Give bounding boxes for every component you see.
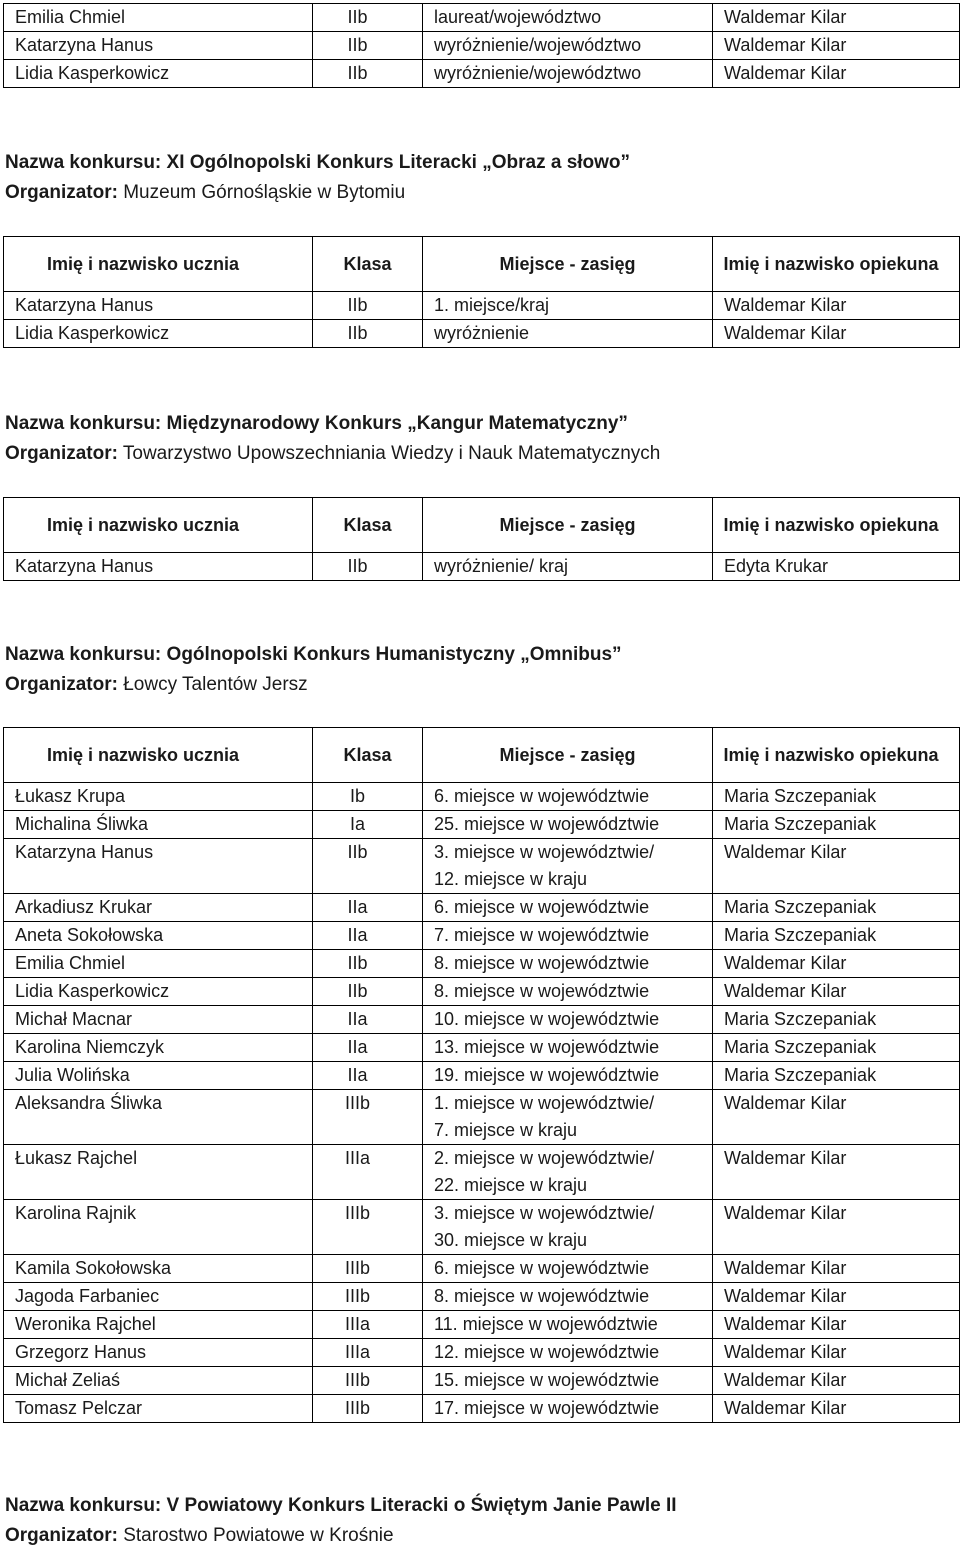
tutor-name: Waldemar Kilar (713, 978, 960, 1006)
contest-organizer: Organizator: Łowcy Talentów Jersz (5, 674, 308, 695)
student-name: Katarzyna Hanus (4, 839, 313, 894)
header-tutor: Imię i nazwisko opiekuna (713, 237, 960, 292)
table-row (4, 1034, 960, 1062)
student-class: IIa (313, 922, 423, 950)
tutor-name: Maria Szczepaniak (713, 811, 960, 839)
contest-info-2 (5, 409, 660, 469)
table-row (4, 32, 960, 60)
results-table-continued (3, 3, 960, 88)
tutor-name: Waldemar Kilar (713, 292, 960, 320)
header-student: Imię i nazwisko ucznia (4, 728, 313, 783)
tutor-name: Waldemar Kilar (713, 1090, 960, 1145)
place-scope: 19. miejsce w województwie (423, 1062, 713, 1090)
place-line: 3. miejsce w województwie/ (434, 842, 655, 862)
tutor-name: Waldemar Kilar (713, 1367, 960, 1395)
table-row (4, 1145, 960, 1200)
table-header (4, 728, 960, 783)
header-place: Miejsce - zasięg (423, 728, 713, 783)
header-class: Klasa (313, 498, 423, 553)
place-line: 7. miejsce w kraju (434, 1120, 578, 1140)
table-row (4, 811, 960, 839)
place-scope: 6. miejsce w województwie (423, 1255, 713, 1283)
student-class: IIb (313, 950, 423, 978)
table-row (4, 783, 960, 811)
tutor-name: Waldemar Kilar (713, 1255, 960, 1283)
student-class: Ia (313, 811, 423, 839)
tutor-name: Maria Szczepaniak (713, 894, 960, 922)
place-scope: wyróżnienie/województwo (423, 32, 713, 60)
place-scope: 13. miejsce w województwie (423, 1034, 713, 1062)
student-name: Weronika Rajchel (4, 1311, 313, 1339)
tutor-name: Waldemar Kilar (713, 950, 960, 978)
student-name: Karolina Rajnik (4, 1200, 313, 1255)
student-name: Aleksandra Śliwka (4, 1090, 313, 1145)
results-table-2 (3, 497, 960, 581)
tutor-name: Waldemar Kilar (713, 320, 960, 348)
student-name: Katarzyna Hanus (4, 32, 313, 60)
table-row (4, 1367, 960, 1395)
contest-name: Nazwa konkursu: V Powiatowy Konkurs Literacki o Świętym Janie Pawle II (5, 1495, 677, 1516)
place-scope (423, 1200, 713, 1255)
place-scope: 6. miejsce w województwie (423, 783, 713, 811)
place-scope: wyróżnienie (423, 320, 713, 348)
table-row (4, 1283, 960, 1311)
tutor-name: Waldemar Kilar (713, 1200, 960, 1255)
student-name: Lidia Kasperkowicz (4, 320, 313, 348)
table-row (4, 1090, 960, 1145)
table-row (4, 4, 960, 32)
place-scope: 10. miejsce w województwie (423, 1006, 713, 1034)
place-scope: 15. miejsce w województwie (423, 1367, 713, 1395)
table-row (4, 292, 960, 320)
contest-name: Nazwa konkursu: Międzynarodowy Konkurs „Kangur Matematyczny” (5, 413, 628, 434)
student-name: Arkadiusz Krukar (4, 894, 313, 922)
tutor-name: Waldemar Kilar (713, 1395, 960, 1423)
place-scope: 8. miejsce w województwie (423, 978, 713, 1006)
place-scope: 1. miejsce/kraj (423, 292, 713, 320)
student-name: Aneta Sokołowska (4, 922, 313, 950)
place-line: 22. miejsce w kraju (434, 1175, 588, 1195)
student-name: Michał Zeliaś (4, 1367, 313, 1395)
student-class: IIa (313, 1034, 423, 1062)
table-body (4, 4, 960, 88)
table-row (4, 1006, 960, 1034)
place-scope: laureat/województwo (423, 4, 713, 32)
place-scope: 6. miejsce w województwie (423, 894, 713, 922)
place-scope: 17. miejsce w województwie (423, 1395, 713, 1423)
student-name: Emilia Chmiel (4, 4, 313, 32)
student-class: IIIa (313, 1311, 423, 1339)
tutor-name: Waldemar Kilar (713, 1283, 960, 1311)
student-class: IIa (313, 894, 423, 922)
student-class: IIIb (313, 1200, 423, 1255)
tutor-name: Waldemar Kilar (713, 60, 960, 88)
place-line: 12. miejsce w kraju (434, 869, 588, 889)
student-name: Jagoda Farbaniec (4, 1283, 313, 1311)
table-row (4, 60, 960, 88)
place-scope (423, 1145, 713, 1200)
place-scope: 7. miejsce w województwie (423, 922, 713, 950)
student-name: Łukasz Rajchel (4, 1145, 313, 1200)
tutor-name: Edyta Krukar (713, 553, 960, 581)
table-row (4, 553, 960, 581)
student-name: Katarzyna Hanus (4, 292, 313, 320)
contest-info-3 (5, 640, 622, 700)
contest-info-1 (5, 148, 630, 208)
table-row (4, 1395, 960, 1423)
place-line: 1. miejsce w województwie/ (434, 1093, 655, 1113)
place-line: 30. miejsce w kraju (434, 1230, 588, 1250)
header-tutor: Imię i nazwisko opiekuna (713, 728, 960, 783)
table-row (4, 950, 960, 978)
place-scope: 12. miejsce w województwie (423, 1339, 713, 1367)
student-class: IIb (313, 4, 423, 32)
contest-info-4 (5, 1491, 677, 1551)
table-body (4, 292, 960, 348)
tutor-name: Waldemar Kilar (713, 1339, 960, 1367)
student-name: Michalina Śliwka (4, 811, 313, 839)
header-student: Imię i nazwisko ucznia (4, 237, 313, 292)
tutor-name: Maria Szczepaniak (713, 1062, 960, 1090)
table-body (4, 783, 960, 1423)
results-table-3 (3, 727, 960, 1423)
student-class: IIb (313, 292, 423, 320)
place-scope: 8. miejsce w województwie (423, 1283, 713, 1311)
place-scope: wyróżnienie/województwo (423, 60, 713, 88)
place-line: 3. miejsce w województwie/ (434, 1203, 655, 1223)
student-class: Ib (313, 783, 423, 811)
results-table-1 (3, 236, 960, 348)
student-name: Karolina Niemczyk (4, 1034, 313, 1062)
student-name: Lidia Kasperkowicz (4, 60, 313, 88)
student-name: Katarzyna Hanus (4, 553, 313, 581)
header-place: Miejsce - zasięg (423, 498, 713, 553)
table-row (4, 1339, 960, 1367)
student-class: IIIb (313, 1255, 423, 1283)
table-row (4, 894, 960, 922)
table-row (4, 1311, 960, 1339)
student-class: IIIb (313, 1367, 423, 1395)
place-line: 2. miejsce w województwie/ (434, 1148, 655, 1168)
header-student: Imię i nazwisko ucznia (4, 498, 313, 553)
table-row (4, 320, 960, 348)
student-class: IIIb (313, 1395, 423, 1423)
tutor-name: Waldemar Kilar (713, 32, 960, 60)
tutor-name: Waldemar Kilar (713, 1311, 960, 1339)
tutor-name: Maria Szczepaniak (713, 1034, 960, 1062)
student-class: IIa (313, 1062, 423, 1090)
student-name: Michał Macnar (4, 1006, 313, 1034)
student-name: Julia Wolińska (4, 1062, 313, 1090)
tutor-name: Maria Szczepaniak (713, 783, 960, 811)
student-name: Emilia Chmiel (4, 950, 313, 978)
student-name: Łukasz Krupa (4, 783, 313, 811)
student-class: IIIb (313, 1283, 423, 1311)
table-row (4, 1062, 960, 1090)
contest-organizer: Organizator: Starostwo Powiatowe w Krośnie (5, 1525, 394, 1546)
place-scope: wyróżnienie/ kraj (423, 553, 713, 581)
table-row (4, 978, 960, 1006)
contest-name: Nazwa konkursu: Ogólnopolski Konkurs Humanistyczny „Omnibus” (5, 644, 622, 665)
student-class: IIIb (313, 1090, 423, 1145)
student-class: IIIa (313, 1145, 423, 1200)
header-class: Klasa (313, 237, 423, 292)
tutor-name: Waldemar Kilar (713, 1145, 960, 1200)
tutor-name: Maria Szczepaniak (713, 922, 960, 950)
student-class: IIb (313, 839, 423, 894)
place-scope: 8. miejsce w województwie (423, 950, 713, 978)
place-scope (423, 1090, 713, 1145)
contest-organizer: Organizator: Muzeum Górnośląskie w Bytomiu (5, 182, 406, 203)
table-row (4, 1200, 960, 1255)
header-place: Miejsce - zasięg (423, 237, 713, 292)
contest-name: Nazwa konkursu: XI Ogólnopolski Konkurs Literacki „Obraz a słowo” (5, 152, 631, 173)
place-scope: 25. miejsce w województwie (423, 811, 713, 839)
student-class: IIIa (313, 1339, 423, 1367)
table-row (4, 1255, 960, 1283)
student-class: IIa (313, 1006, 423, 1034)
header-class: Klasa (313, 728, 423, 783)
place-scope (423, 839, 713, 894)
tutor-name: Waldemar Kilar (713, 4, 960, 32)
student-name: Tomasz Pelczar (4, 1395, 313, 1423)
student-class: IIb (313, 32, 423, 60)
table-body (4, 553, 960, 581)
student-class: IIb (313, 553, 423, 581)
student-name: Kamila Sokołowska (4, 1255, 313, 1283)
header-tutor: Imię i nazwisko opiekuna (713, 498, 960, 553)
student-name: Lidia Kasperkowicz (4, 978, 313, 1006)
contest-organizer: Organizator: Towarzystwo Upowszechniania Wiedzy i Nauk Matematycznych (5, 443, 661, 464)
tutor-name: Maria Szczepaniak (713, 1006, 960, 1034)
student-class: IIb (313, 978, 423, 1006)
place-scope: 11. miejsce w województwie (423, 1311, 713, 1339)
table-row (4, 922, 960, 950)
student-class: IIb (313, 60, 423, 88)
table-header (4, 237, 960, 292)
tutor-name: Waldemar Kilar (713, 839, 960, 894)
table-row (4, 839, 960, 894)
table-header (4, 498, 960, 553)
student-class: IIb (313, 320, 423, 348)
student-name: Grzegorz Hanus (4, 1339, 313, 1367)
